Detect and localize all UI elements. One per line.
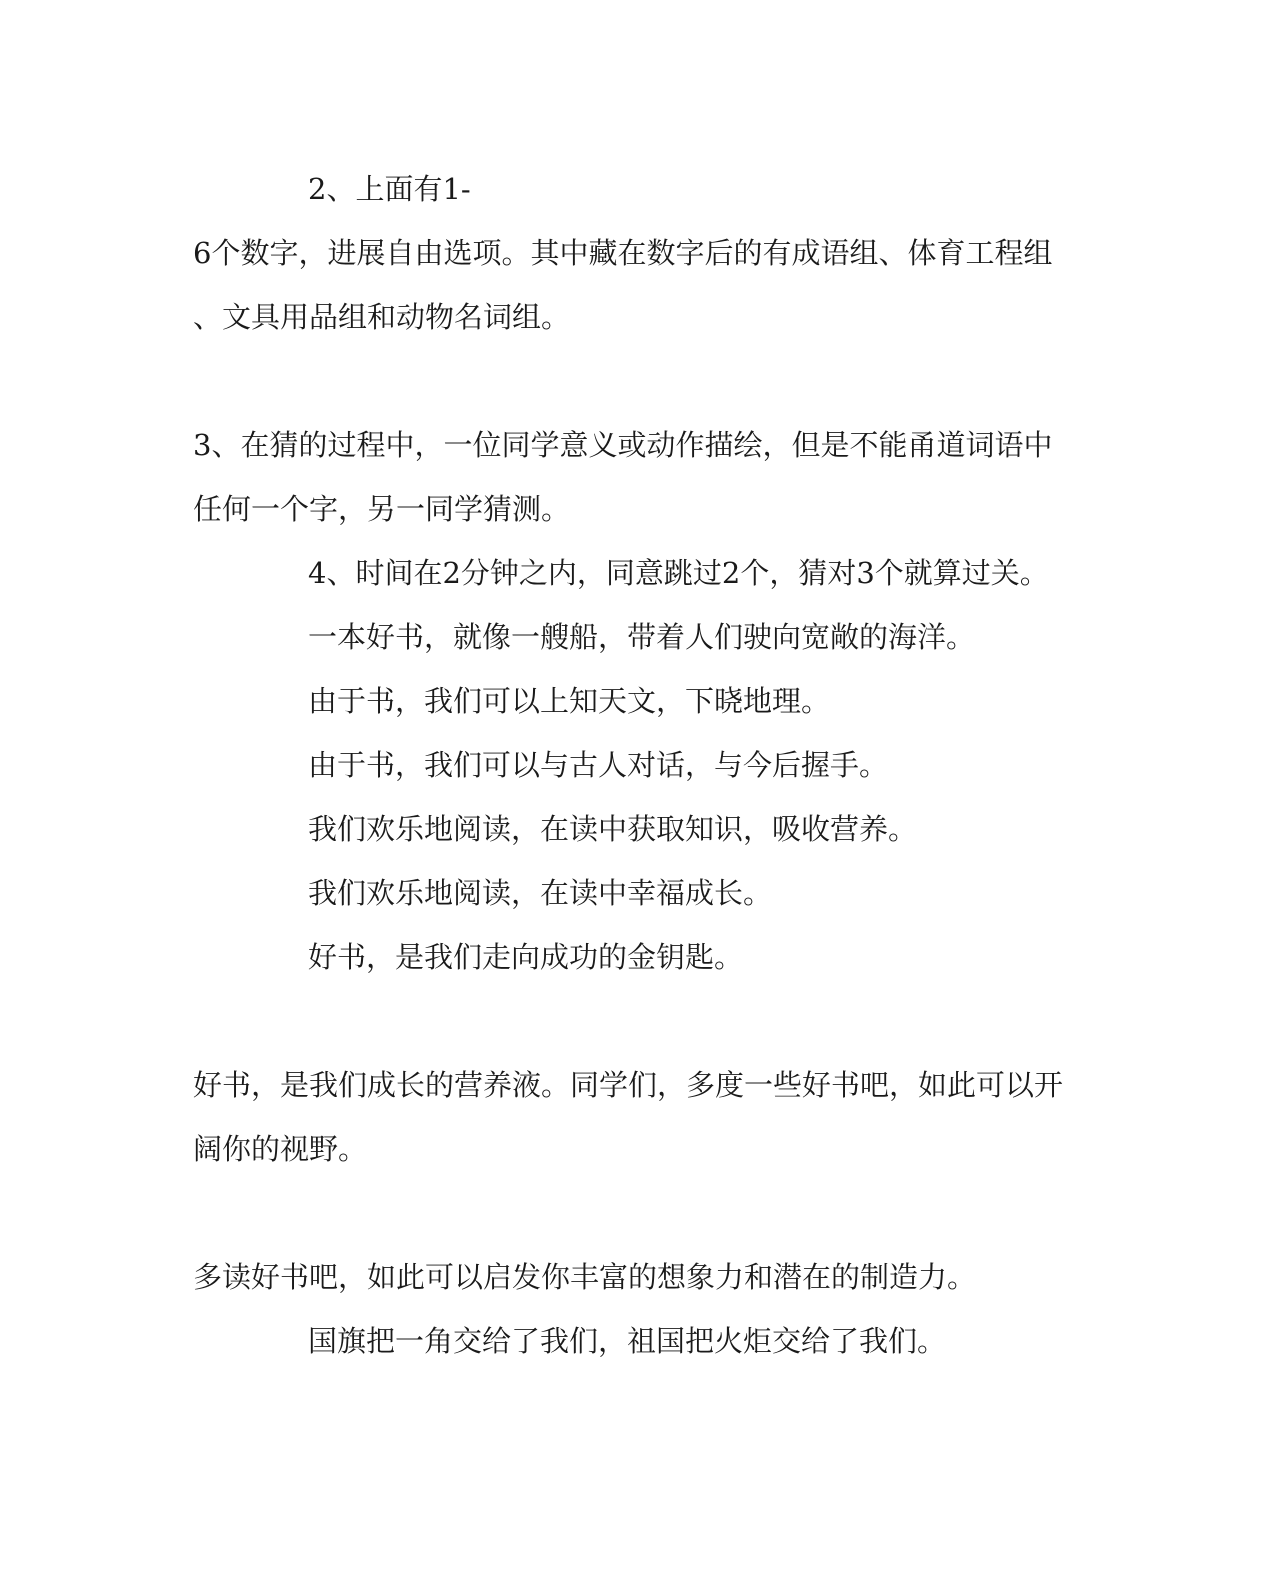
- text-line-13: 好书，是我们成长的营养液。同学们，多度一些好书吧，如此可以开: [193, 1068, 1064, 1102]
- text-line-8: 由于书，我们可以上知天文，下晓地理。: [308, 684, 831, 718]
- text-line-15: 多读好书吧，如此可以启发你丰富的想象力和潜在的制造力。: [193, 1260, 977, 1294]
- text-line-5: 任何一个字，另一同学猜测。: [193, 492, 571, 526]
- text-line-9: 由于书，我们可以与古人对话，与今后握手。: [308, 748, 889, 782]
- text-line-7: 一本好书，就像一艘船，带着人们驶向宽敞的海洋。: [308, 620, 976, 654]
- text-line-11: 我们欢乐地阅读，在读中幸福成长。: [308, 876, 773, 910]
- text-line-10: 我们欢乐地阅读，在读中获取知识，吸收营养。: [308, 812, 918, 846]
- text-line-16: 国旗把一角交给了我们，祖国把火炬交给了我们。: [308, 1324, 947, 1358]
- text-line-12: 好书，是我们走向成功的金钥匙。: [308, 940, 744, 974]
- text-line-6: 4、时间在2分钟之内，同意跳过2个，猜对3个就算过关。: [308, 556, 1049, 590]
- text-line-4: 3、在猜的过程中，一位同学意义或动作描绘，但是不能甬道词语中: [193, 428, 1053, 462]
- text-line-2: 6个数字，进展自由选项。其中藏在数字后的有成语组、体育工程组: [193, 236, 1053, 270]
- text-line-1: 2、上面有1-: [308, 172, 471, 206]
- text-line-14: 阔你的视野。: [193, 1132, 368, 1166]
- text-line-3: 、文具用品组和动物名词组。: [193, 300, 571, 334]
